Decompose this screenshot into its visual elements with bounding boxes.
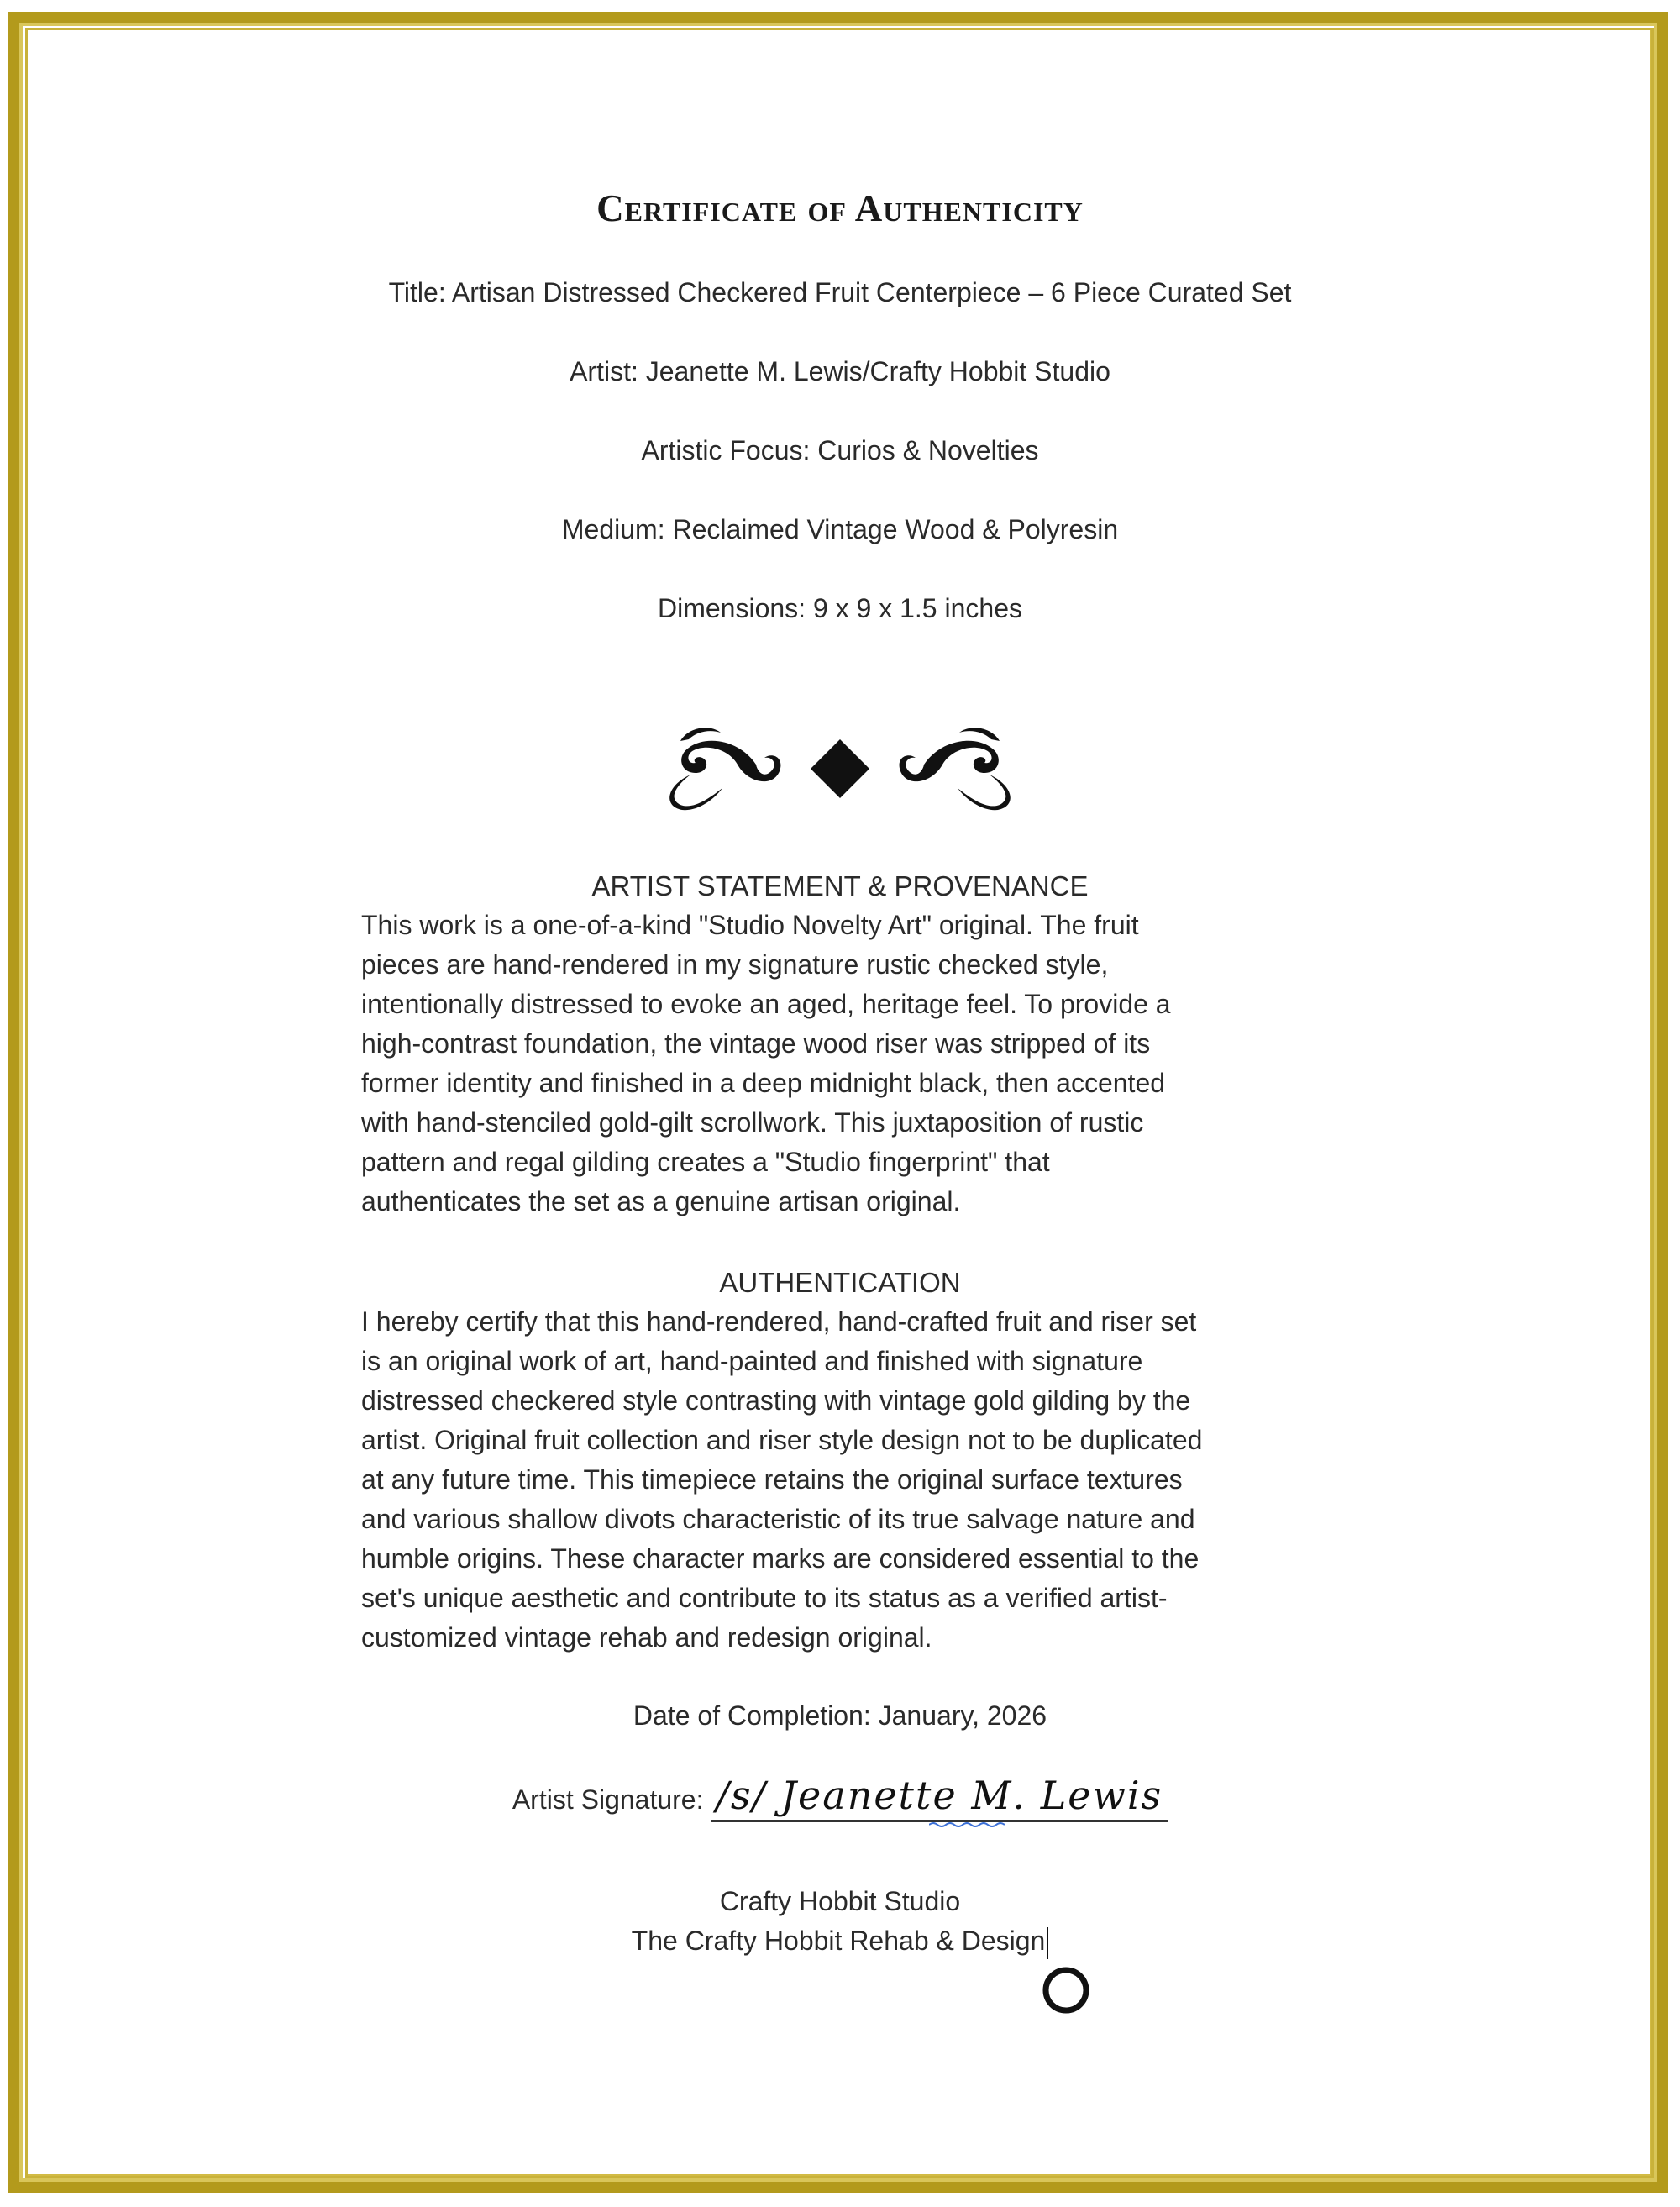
studio-name: Crafty Hobbit Studio xyxy=(719,1886,961,1916)
authentication-line: I hereby certify that this hand-rendered, hand-crafted fruit and riser set xyxy=(361,1306,1197,1337)
statement-heading: ARTIST STATEMENT & PROVENANCE xyxy=(591,870,1089,901)
statement-paragraph xyxy=(361,906,1319,1222)
artistic-focus-field: Artistic Focus: Curios & Novelties xyxy=(641,435,1039,465)
authentication-line: at any future time. This timepiece retains the original surface textures xyxy=(361,1464,1183,1495)
title-field: Title: Artisan Distressed Checkered Fruit Centerpiece – 6 Piece Curated Set xyxy=(388,277,1292,307)
statement-line: pieces are hand-rendered in my signature rustic checked style, xyxy=(361,949,1109,980)
signature-row xyxy=(0,1773,1680,1822)
artist-field: Artist: Jeanette M. Lewis/Crafty Hobbit Studio xyxy=(570,356,1110,386)
statement-line: pattern and regal gilding creates a "Studio fingerprint" that xyxy=(361,1147,1050,1177)
studio-tagline: The Crafty Hobbit Rehab & Design xyxy=(631,1926,1046,1956)
statement-line: intentionally distressed to evoke an aged, heritage feel. To provide a xyxy=(361,989,1171,1019)
dimensions-field: Dimensions: 9 x 9 x 1.5 inches xyxy=(658,593,1022,623)
statement-line: with hand-stenciled gold-gilt scrollwork. This juxtaposition of rustic xyxy=(361,1107,1144,1138)
statement-line: high-contrast foundation, the vintage wood riser was stripped of its xyxy=(361,1028,1151,1059)
artist-signature xyxy=(711,1773,1168,1822)
medium-field: Medium: Reclaimed Vintage Wood & Polyresin xyxy=(561,514,1119,544)
authentication-paragraph xyxy=(361,1302,1319,1658)
studio-tagline-line[interactable] xyxy=(0,1926,1680,1959)
authentication-line: and various shallow divots characteristic of its true salvage nature and xyxy=(361,1504,1195,1534)
certificate-title: Certificate of Authenticity xyxy=(596,187,1084,229)
signature-text: /s/ Jeanette M. Lewis xyxy=(716,1773,1163,1818)
authentication-line: customized vintage rehab and redesign original. xyxy=(361,1622,932,1653)
spellcheck-underline xyxy=(929,1821,1005,1828)
authentication-line: set's unique aesthetic and contribute to its status as a verified artist- xyxy=(361,1583,1168,1613)
authentication-line: humble origins. These character marks are considered essential to the xyxy=(361,1543,1200,1574)
busy-cursor-icon xyxy=(1041,1965,1091,2015)
statement-line: authenticates the set as a genuine artisan original. xyxy=(361,1186,961,1216)
text-caret xyxy=(1047,1927,1048,1959)
authentication-line: artist. Original fruit collection and riser style design not to be duplicated xyxy=(361,1425,1203,1455)
authentication-line: distressed checkered style contrasting with vintage gold gilding by the xyxy=(361,1385,1191,1416)
scroll-flourish-diamond-icon xyxy=(630,706,1050,815)
statement-line: This work is a one-of-a-kind "Studio Novelty Art" original. The fruit xyxy=(361,910,1139,940)
statement-line: former identity and finished in a deep midnight black, then accented xyxy=(361,1068,1166,1098)
authentication-line: is an original work of art, hand-painted and finished with signature xyxy=(361,1346,1143,1376)
completion-date: Date of Completion: January, 2026 xyxy=(633,1700,1047,1731)
signature-label: Artist Signature: xyxy=(512,1784,704,1815)
authentication-heading: AUTHENTICATION xyxy=(719,1267,961,1298)
